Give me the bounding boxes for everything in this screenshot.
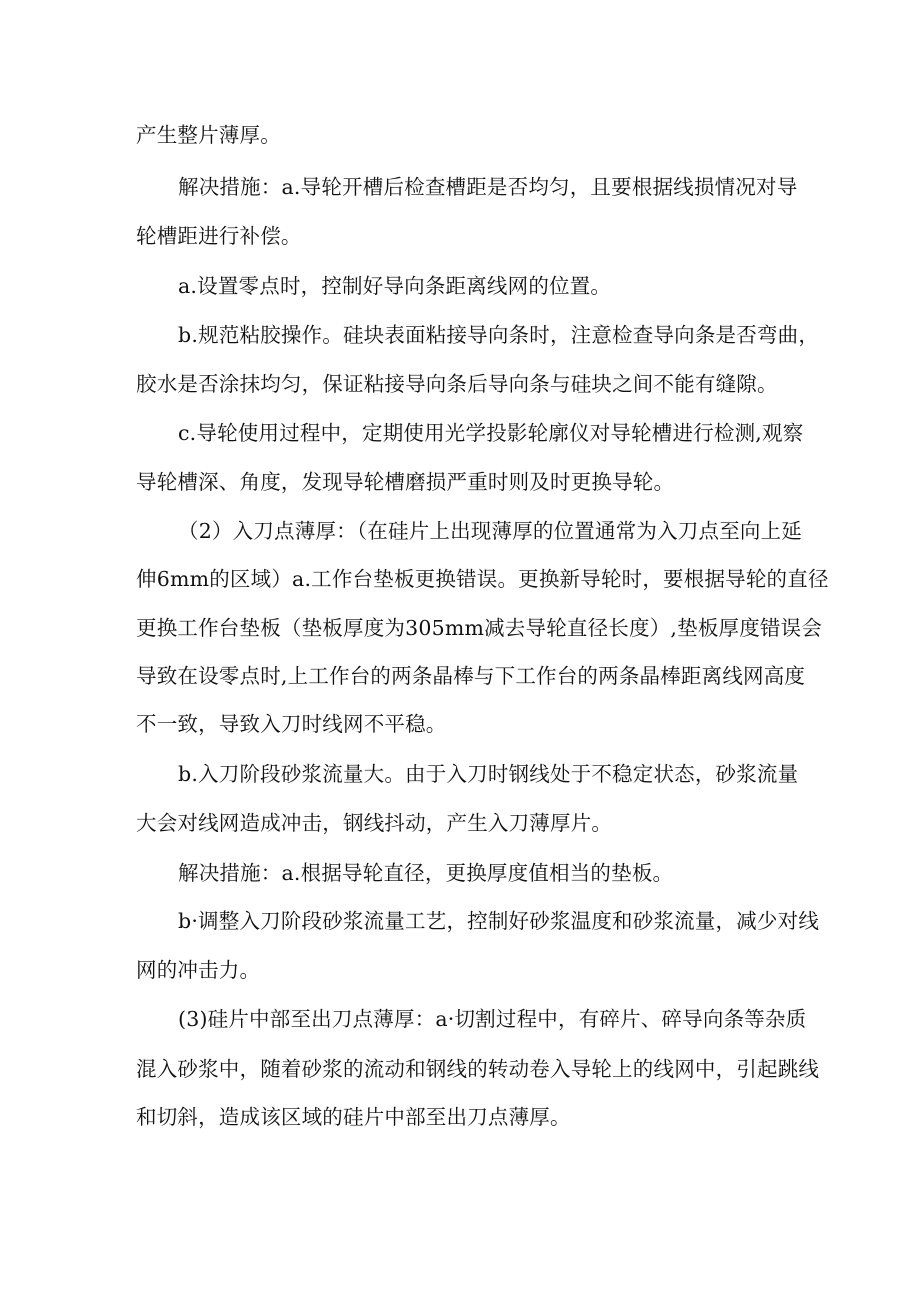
text-line: 解决措施：a.导轮开槽后检查槽距是否均匀，且要根据线损情况对导 xyxy=(178,175,798,199)
text-line: 导致在设零点时,上工作台的两条晶棒与下工作台的两条晶棒距离线网高度 xyxy=(136,664,806,688)
text-line: 导轮槽深、角度，发现导轮槽磨损严重时则及时更换导轮。 xyxy=(136,470,675,494)
text-line: 产生整片薄厚。 xyxy=(136,123,281,147)
text-line: a.设置零点时，控制好导向条距离线网的位置。 xyxy=(178,274,612,298)
text-line: b·调整入刀阶段砂浆流量工艺，控制好砂浆温度和砂浆流量，减少对线 xyxy=(178,909,820,933)
text-line: 和切斜，造成该区域的硅片中部至出刀点薄厚。 xyxy=(136,1105,571,1129)
text-line: 伸6mm的区域）a.工作台垫板更换错误。更换新导轮时，要根据导轮的直径 xyxy=(136,567,829,591)
text-line: b.入刀阶段砂浆流量大。由于入刀时钢线处于不稳定状态，砂浆流量 xyxy=(178,762,799,786)
text-line: 不一致，导致入刀时线网不平稳。 xyxy=(136,712,447,736)
text-line: (3)硅片中部至出刀点薄厚：a·切割过程中，有碎片、碎导向条等杂质 xyxy=(178,1007,807,1031)
text-line: 网的冲击力。 xyxy=(136,958,261,982)
text-line: 解决措施：a.根据导轮直径，更换厚度值相当的垫板。 xyxy=(178,861,674,885)
text-line: b.规范粘胶操作。硅块表面粘接导向条时，注意检查导向条是否弯曲， xyxy=(178,323,820,347)
text-line: 混入砂浆中，随着砂浆的流动和钢线的转动卷入导轮上的线网中，引起跳线 xyxy=(136,1057,820,1081)
text-line: 更换工作台垫板（垫板厚度为305mm减去导轮直径长度）,垫板厚度错误会 xyxy=(136,616,823,640)
text-line: 胶水是否涂抹均匀，保证粘接导向条后导向条与硅块之间不能有缝隙。 xyxy=(136,372,778,396)
text-line: 轮槽距进行补偿。 xyxy=(136,224,302,248)
text-line: c.导轮使用过程中，定期使用光学投影轮廓仪对导轮槽进行检测,观察 xyxy=(178,421,804,445)
text-line: 大会对线网造成冲击，钢线抖动，产生入刀薄厚片。 xyxy=(136,811,613,835)
text-line: （2）入刀点薄厚：（在硅片上出现薄厚的位置通常为入刀点至向上延 xyxy=(178,519,802,543)
